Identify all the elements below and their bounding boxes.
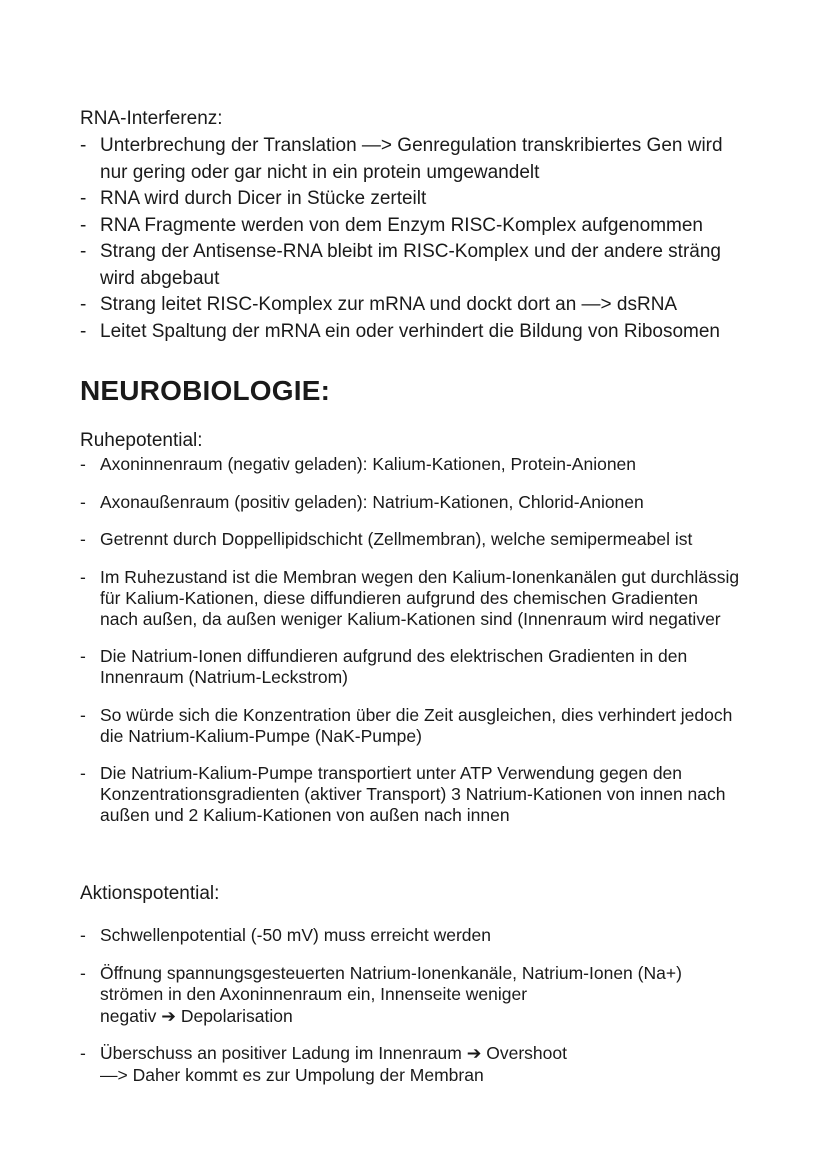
rna-heading: RNA-Interferenz:: [80, 108, 223, 129]
list-item: - Strang leitet RISC-Komplex zur mRNA und dockt dort an —> dsRNA: [80, 294, 678, 315]
list-item: - Axonaußenraum (positiv geladen): Natrium-Kationen, Chlorid-Anionen: [80, 491, 644, 512]
list-item: - Getrennt durch Doppellipidschicht (Zellmembran), welche semipermeabel ist: [80, 529, 693, 549]
list-item: - Die Natrium-Ionen diffundieren aufgrund des elektrischen Gradienten in den Innenraum (Natrium-Leckstrom): [80, 646, 688, 687]
list-item: - Schwellenpotential (-50 mV) muss erreicht werden: [80, 925, 491, 945]
aktionspotential-heading: Aktionspotential:: [80, 883, 220, 904]
aktionspotential-list: [80, 925, 720, 1102]
list-item: - Öffnung spannungsgesteuerten Natrium-Ionenkanäle, Natrium-Ionen (Na+) strömen in den Axoninnenraum ein, Innenseite weniger negativ ➔ Depolarisation: [80, 962, 682, 1026]
rna-list: [80, 133, 752, 345]
list-item: - RNA Fragmente werden von dem Enzym RISC-Komplex aufgenommen: [80, 214, 703, 236]
list-item: - RNA wird durch Dicer in Stücke zerteilt: [80, 188, 427, 209]
list-item: - Unterbrechung der Translation —> Genregulation transkribiertes Gen wird nur gering oder gar nicht in ein protein umgewandelt: [80, 135, 723, 183]
list-item: - Axoninnenraum (negativ geladen): Kalium-Kationen, Protein-Anionen: [80, 454, 637, 474]
list-item: - Die Natrium-Kalium-Pumpe transportiert unter ATP Verwendung gegen den Konzentrationsgradienten (aktiver Transport) 3 Natrium-Kationen von innen nach außen und 2 Kalium-Kationen von außen nach innen: [80, 763, 726, 825]
ruhepotential-list: [80, 454, 740, 843]
list-item: - So würde sich die Konzentration über die Zeit ausgleichen, dies verhindert jedoch die Natrium-Kalium-Pumpe (NaK-Pumpe): [80, 704, 733, 746]
list-item: - Im Ruhezustand ist die Membran wegen den Kalium-Ionenkanälen gut durchlässig für Kalium-Kationen, diese diffundieren aufgrund des chemischen Gradienten nach außen, da außen weniger Kalium-Kationen sind (Innenraum wird negativer: [80, 566, 740, 629]
ruhepotential-heading: Ruhepotential:: [80, 430, 203, 451]
list-item: - Überschuss an positiver Ladung im Innenraum ➔ Overshoot —> Daher kommt es zur Umpolung der Membran: [80, 1043, 567, 1085]
list-item: - Strang der Antisense-RNA bleibt im RISC-Komplex und der andere sträng wird abgebaut: [80, 241, 721, 289]
list-item: - Leitet Spaltung der mRNA ein oder verhindert die Bildung von Ribosomen: [80, 320, 720, 342]
section-title: NEUROBIOLOGIE:: [80, 375, 331, 406]
